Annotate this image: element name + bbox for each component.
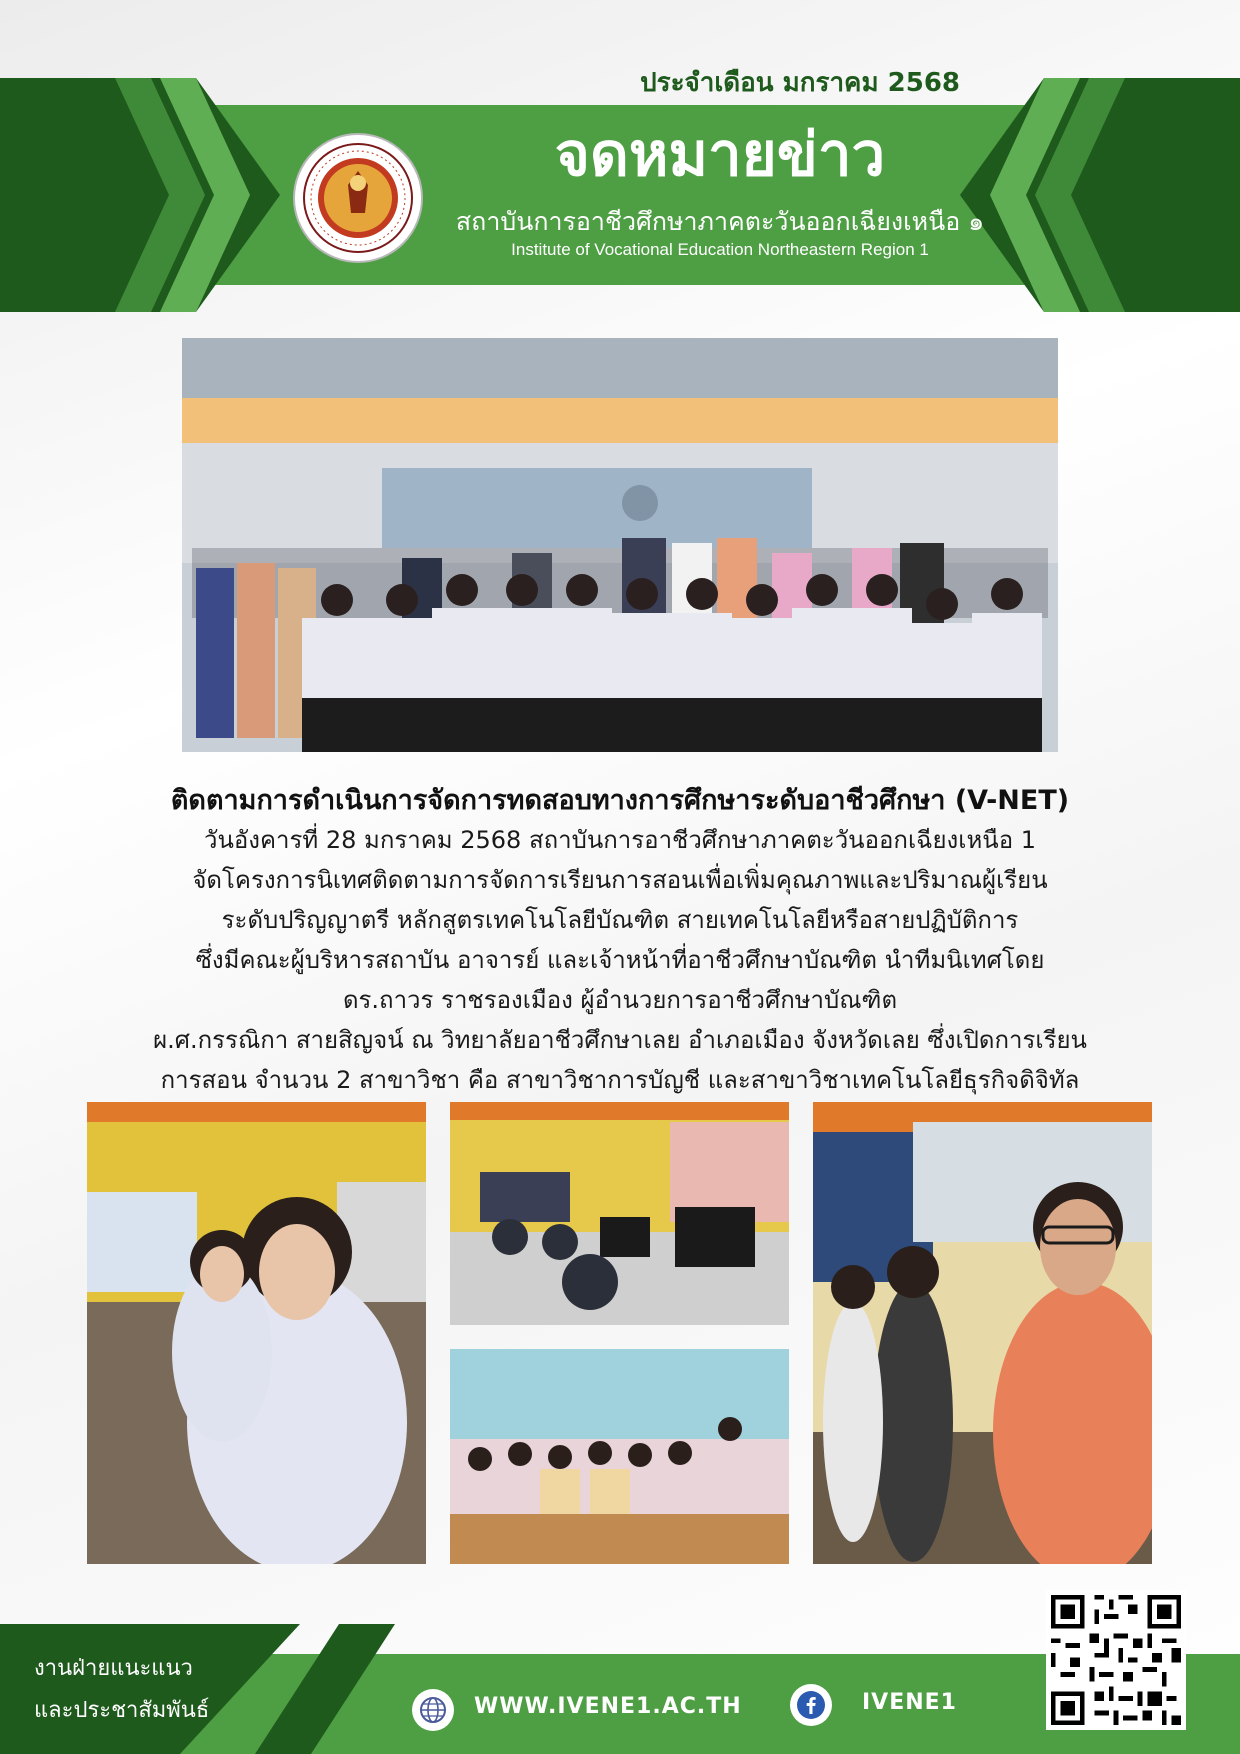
footer-department-line2: และประชาสัมพันธ์ bbox=[34, 1698, 210, 1723]
facebook-icon bbox=[790, 1684, 832, 1726]
photo-meeting-room bbox=[450, 1349, 789, 1564]
qr-code[interactable] bbox=[1046, 1590, 1186, 1730]
issue-date: ประจำเดือน มกราคม 2568 bbox=[640, 68, 960, 98]
website-link[interactable]: WWW.IVENE1.AC.TH bbox=[474, 1694, 742, 1719]
institute-name-en: Institute of Vocational Education Northeastern Region 1 bbox=[511, 240, 929, 259]
article-headline: ติดตามการดำเนินการจัดการทดสอบทางการศึกษาระดับอาชีวศึกษา (V-NET) bbox=[170, 785, 1070, 816]
article-line: ระดับปริญญาตรี หลักสูตรเทคโนโลยีบัณฑิต สายเทคโนโลยีหรือสายปฏิบัติการ bbox=[221, 906, 1019, 934]
globe-icon bbox=[412, 1689, 454, 1731]
group-photo bbox=[182, 338, 1058, 752]
newsletter-title: จดหมายข่าว bbox=[554, 120, 886, 190]
institute-logo bbox=[293, 133, 423, 263]
article-line: ซึ่งมีคณะผู้บริหารสถาบัน อาจารย์ และเจ้าหน้าที่อาชีวศึกษาบัณฑิต นำทีมนิเทศโดย bbox=[195, 946, 1045, 974]
article-line: การสอน จำนวน 2 สาขาวิชา คือ สาขาวิชาการบัญชี และสาขาวิชาเทคโนโลยีธุรกิจดิจิทัล bbox=[160, 1066, 1080, 1094]
article-line: ผ.ศ.กรรณิกา สายสิญจน์ ณ วิทยาลัยอาชีวศึกษาเลย อำเภอเมือง จังหวัดเลย ซึ่งเปิดการเรียน bbox=[153, 1026, 1087, 1054]
article-line: วันอังคารที่ 28 มกราคม 2568 สถาบันการอาชีวศึกษาภาคตะวันออกเฉียงเหนือ 1 bbox=[203, 826, 1037, 854]
footer-department-line1: งานฝ่ายแนะแนว bbox=[34, 1656, 193, 1681]
facebook-page-name[interactable]: IVENE1 bbox=[862, 1690, 957, 1715]
photo-computer-lab bbox=[450, 1102, 789, 1325]
photo-staff-portrait bbox=[813, 1102, 1152, 1564]
article-line: ดร.ถาวร ราชรองเมือง ผู้อำนวยการอาชีวศึกษาบัณฑิต bbox=[342, 986, 898, 1014]
institute-name-th: สถาบันการอาชีวศึกษาภาคตะวันออกเฉียงเหนือ ๑ bbox=[455, 207, 985, 236]
article-line: จัดโครงการนิเทศติดตามการจัดการเรียนการสอนเพื่อเพิ่มคุณภาพและปริมาณผู้เรียน bbox=[192, 866, 1048, 894]
photo-students-classroom bbox=[87, 1102, 426, 1564]
